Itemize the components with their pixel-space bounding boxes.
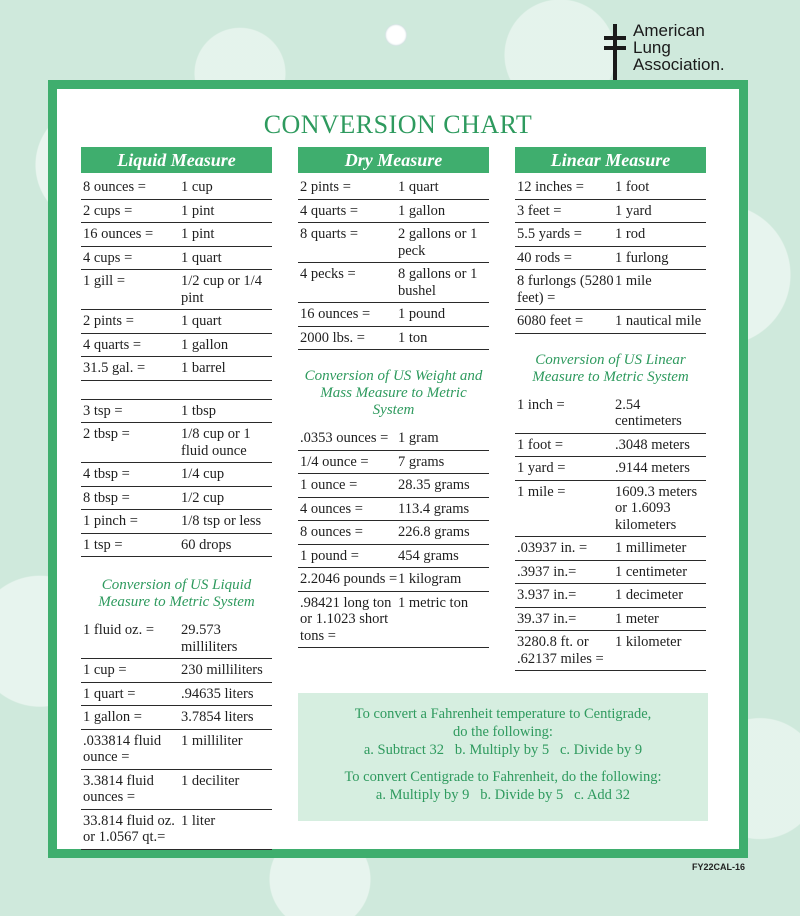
conversion-row	[81, 510, 272, 534]
to-unit: 1 foot	[615, 179, 650, 195]
liquid-spacer-row	[81, 381, 272, 400]
to-unit: 1 yard	[615, 202, 652, 219]
conversion-row	[81, 247, 272, 271]
dry-metric-heading: Conversion of US Weight and Mass Measure to Metric System	[304, 368, 483, 418]
from-unit: 31.5 gal. =	[83, 360, 146, 376]
to-unit: 1 quart	[181, 313, 222, 329]
from-unit: 2 pints =	[83, 313, 134, 329]
to-unit: 1 gallon	[181, 336, 229, 353]
conversion-row	[298, 451, 489, 475]
to-unit: 113.4 grams	[398, 500, 470, 517]
to-unit: 226.8 grams	[398, 524, 470, 540]
conversion-row	[298, 474, 489, 498]
to-unit: 1609.3 meters or 1.6093 kilometers	[615, 483, 698, 533]
conversion-row	[81, 619, 272, 659]
to-unit: 1 deciliter	[181, 772, 240, 789]
from-unit: 2 tbsp =	[83, 426, 130, 442]
conversion-row	[298, 200, 489, 224]
conversion-row	[298, 545, 489, 569]
to-unit: 1 kilometer	[615, 634, 682, 650]
from-unit: .033814 fluid ounce =	[83, 732, 162, 765]
conversion-row	[81, 730, 272, 770]
from-unit: 1 inch =	[517, 396, 565, 413]
liquid-measure-heading: Liquid Measure	[81, 147, 272, 173]
to-unit: .9144 meters	[615, 460, 690, 476]
linear-metric-heading: Conversion of US Linear Measure to Metric System	[532, 351, 689, 385]
from-unit: 3.3814 fluid ounces =	[83, 772, 154, 805]
liquid-table-basic	[81, 176, 272, 381]
conversion-row	[515, 457, 706, 481]
to-unit: 1 centimeter	[615, 563, 688, 580]
to-unit: 1/2 cup or 1/4 pint	[181, 273, 262, 306]
from-unit: 1 quart =	[83, 685, 136, 702]
to-unit: 1 kilogram	[398, 571, 462, 587]
from-unit: 2.2046 pounds =	[300, 571, 398, 587]
to-unit: 1 nautical mile	[615, 313, 702, 329]
from-unit: .98421 long ton or 1.1023 short tons =	[300, 594, 392, 644]
from-unit: 3280.8 ft. or .62137 miles =	[517, 634, 604, 667]
double-cross-icon	[604, 24, 626, 80]
linear-measure-column	[515, 147, 706, 671]
to-unit: 1 meter	[615, 610, 659, 627]
logo-line-1: American	[633, 21, 705, 40]
to-unit: 1 gallon	[398, 202, 446, 219]
conversion-row	[298, 427, 489, 451]
conversion-row	[298, 521, 489, 545]
liquid-table-metric	[81, 619, 272, 850]
from-unit: 3 feet =	[517, 202, 562, 219]
to-unit: 1 pint	[181, 226, 215, 242]
conversion-row	[298, 327, 489, 351]
from-unit: 1 gallon =	[83, 709, 142, 725]
liquid-metric-heading: Conversion of US Liquid Measure to Metric System	[98, 577, 255, 610]
from-unit: 1 gill =	[83, 273, 126, 289]
to-unit: 1 furlong	[615, 249, 669, 266]
to-unit: 1 decimeter	[615, 587, 684, 603]
card-inner	[57, 89, 739, 849]
conversion-row	[81, 683, 272, 707]
to-unit: 1 ton	[398, 329, 428, 346]
to-unit: 1 mile	[615, 273, 652, 289]
liquid-table-spoons	[81, 400, 272, 558]
page-title: CONVERSION CHART	[263, 110, 533, 139]
conversion-row	[298, 223, 489, 263]
from-unit: 1 cup =	[83, 662, 127, 678]
to-unit: 1 millimeter	[615, 540, 687, 556]
logo-line-2: Lung	[633, 38, 671, 57]
from-unit: 33.814 fluid oz. or 1.0567 qt.=	[83, 812, 175, 845]
conversion-row	[81, 423, 272, 463]
temperature-conversion-box	[298, 693, 708, 821]
from-unit: 2000 lbs. =	[300, 329, 365, 346]
linear-table-basic	[515, 176, 706, 334]
conversion-row	[515, 223, 706, 247]
dry-measure-heading: Dry Measure	[298, 147, 489, 173]
conversion-row	[298, 568, 489, 592]
from-unit: 39.37 in.=	[517, 610, 577, 627]
to-unit: 1 liter	[181, 812, 216, 829]
to-unit: 1 pound	[398, 306, 446, 322]
conversion-row	[515, 584, 706, 608]
from-unit: .03937 in. =	[517, 540, 588, 556]
from-unit: 1 yard =	[517, 460, 566, 476]
dry-table-basic	[298, 176, 489, 350]
to-unit: 3.7854 liters	[181, 709, 254, 725]
conversion-row	[81, 176, 272, 200]
to-unit: 1 pint	[181, 202, 215, 219]
to-unit: 2.54 centimeters	[615, 396, 682, 429]
from-unit: 12 inches =	[517, 179, 584, 195]
c-to-f-steps: a. Multiply by 9 b. Divide by 5 c. Add 32	[375, 787, 631, 803]
conversion-row	[81, 706, 272, 730]
conversion-row	[81, 534, 272, 558]
to-unit: .3048 meters	[615, 436, 690, 453]
from-unit: 4 quarts =	[83, 336, 142, 353]
from-unit: 3 tsp =	[83, 402, 123, 419]
liquid-measure-column	[81, 147, 272, 850]
to-unit: 454 grams	[398, 547, 459, 564]
conversion-row	[515, 434, 706, 458]
to-unit: 1 rod	[615, 226, 646, 242]
conversion-row	[515, 200, 706, 224]
conversion-row	[515, 481, 706, 538]
conversion-row	[81, 334, 272, 358]
to-unit: 1 metric ton	[398, 594, 469, 611]
conversion-row	[81, 270, 272, 310]
conversion-row	[515, 270, 706, 310]
to-unit: .94635 liters	[181, 685, 254, 702]
from-unit: 1 tsp =	[83, 536, 123, 553]
linear-measure-heading: Linear Measure	[515, 147, 706, 173]
to-unit: 1/8 cup or 1 fluid ounce	[181, 426, 251, 459]
to-unit: 1 milliliter	[181, 732, 243, 749]
logo-text	[633, 22, 725, 73]
conversion-row	[81, 659, 272, 683]
conversion-row	[81, 310, 272, 334]
from-unit: .0353 ounces =	[300, 430, 389, 446]
conversion-row	[81, 200, 272, 224]
from-unit: 2 pints =	[300, 179, 351, 195]
to-unit: 29.573 milliliters	[181, 622, 238, 655]
american-lung-association-logo	[604, 22, 725, 80]
to-unit: 1/8 tsp or less	[181, 513, 262, 529]
conversion-row	[81, 400, 272, 424]
to-unit: 1/4 cup	[181, 466, 225, 482]
dry-table-metric	[298, 427, 489, 648]
conversion-row	[515, 537, 706, 561]
to-unit: 230 milliliters	[181, 662, 263, 678]
from-unit: 1 mile =	[517, 483, 566, 500]
to-unit: 60 drops	[181, 536, 232, 553]
to-unit: 8 gallons or 1 bushel	[398, 266, 478, 299]
from-unit: 5.5 yards =	[517, 226, 582, 242]
from-unit: 1 pinch =	[83, 513, 138, 529]
conversion-row	[298, 498, 489, 522]
from-unit: 8 furlongs (5280 feet) =	[517, 273, 614, 306]
conversion-row	[298, 176, 489, 200]
to-unit: 28.35 grams	[398, 477, 470, 493]
dry-measure-column	[298, 147, 489, 648]
conversion-card	[48, 80, 748, 858]
conversion-row	[515, 394, 706, 434]
from-unit: 6080 feet =	[517, 313, 584, 329]
to-unit: 2 gallons or 1 peck	[398, 226, 478, 259]
f-to-c-steps: a. Subtract 32 b. Multiply by 5 c. Divide by 9	[363, 742, 643, 758]
conversion-row	[298, 592, 489, 649]
to-unit: 1 barrel	[181, 360, 226, 376]
from-unit: 4 ounces =	[300, 500, 363, 517]
conversion-row	[515, 176, 706, 200]
to-unit: 1/2 cup	[181, 489, 225, 506]
from-unit: 4 pecks =	[300, 266, 356, 282]
conversion-row	[81, 810, 272, 850]
from-unit: 1 fluid oz. =	[83, 622, 154, 638]
from-unit: 1 ounce =	[300, 477, 358, 493]
punch-hole	[385, 24, 407, 46]
to-unit: 1 quart	[398, 179, 439, 195]
from-unit: 4 quarts =	[300, 202, 359, 219]
to-unit: 1 cup	[181, 179, 213, 195]
c-to-f-line-1: To convert Centigrade to Fahrenheit, do the following:	[344, 769, 662, 785]
conversion-row	[81, 487, 272, 511]
print-code: FY22CAL-16	[692, 862, 746, 872]
conversion-row	[81, 357, 272, 381]
conversion-row	[81, 223, 272, 247]
from-unit: 8 tbsp =	[83, 489, 130, 506]
f-to-c-line-1: To convert a Fahrenheit temperature to Centigrade,	[354, 706, 652, 722]
to-unit: 7 grams	[398, 453, 445, 470]
conversion-row	[81, 770, 272, 810]
from-unit: 3.937 in.=	[517, 587, 577, 603]
from-unit: 1 foot =	[517, 436, 564, 453]
from-unit: 4 cups =	[83, 249, 133, 266]
to-unit: 1 tbsp	[181, 402, 217, 419]
from-unit: 40 rods =	[517, 249, 572, 266]
conversion-row	[298, 303, 489, 327]
from-unit: 1/4 ounce =	[300, 453, 369, 470]
to-unit: 1 gram	[398, 430, 439, 446]
from-unit: 8 quarts =	[300, 226, 359, 242]
conversion-row	[515, 310, 706, 334]
from-unit: .3937 in.=	[517, 563, 577, 580]
conversion-row	[81, 463, 272, 487]
conversion-row	[515, 247, 706, 271]
conversion-row	[515, 561, 706, 585]
conversion-row	[298, 263, 489, 303]
conversion-row	[515, 608, 706, 632]
from-unit: 1 pound =	[300, 547, 359, 564]
from-unit: 8 ounces =	[83, 179, 146, 195]
from-unit: 4 tbsp =	[83, 466, 130, 482]
from-unit: 16 ounces =	[83, 226, 154, 242]
from-unit: 2 cups =	[83, 202, 133, 219]
from-unit: 16 ounces =	[300, 306, 371, 322]
to-unit: 1 quart	[181, 249, 222, 266]
from-unit: 8 ounces =	[300, 524, 363, 540]
logo-line-3: Association.	[633, 55, 725, 74]
conversion-row	[515, 631, 706, 671]
linear-table-metric	[515, 394, 706, 672]
f-to-c-line-2: do the following:	[453, 724, 553, 740]
